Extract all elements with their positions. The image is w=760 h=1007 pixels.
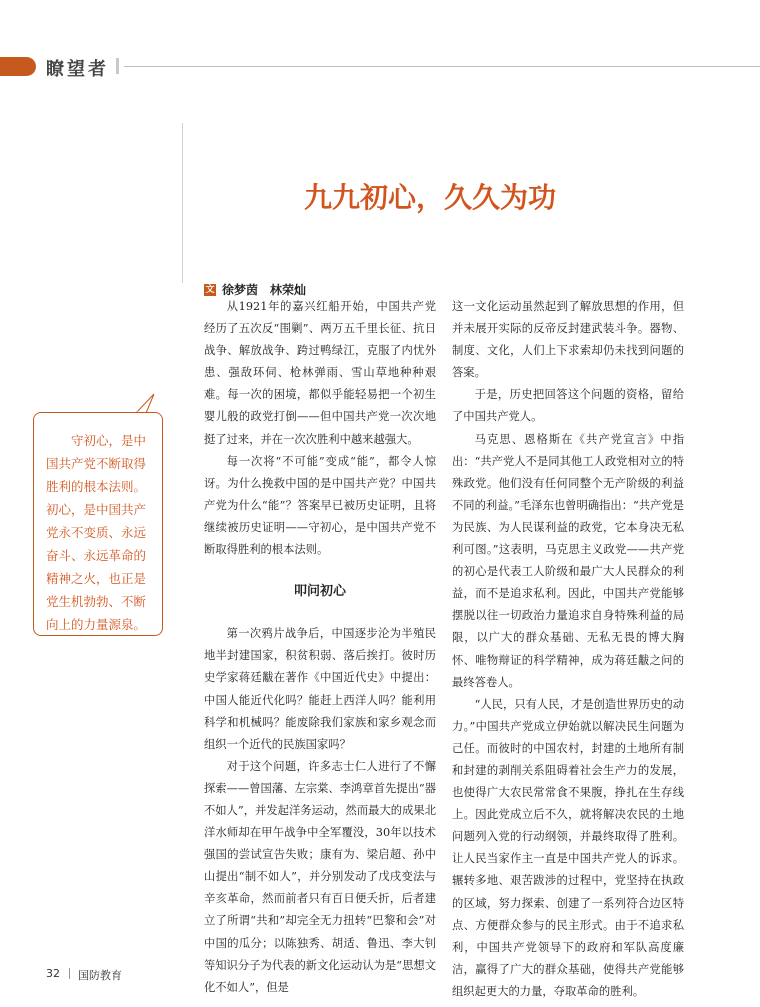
section-title: 瞭望者 [46,59,109,80]
title-vertical-rule [182,123,183,283]
subheading: 叩问初心 [293,584,346,600]
pullquote-tail [134,392,158,414]
footer-divider [69,968,70,979]
publication-name: 国防教育 [78,969,122,982]
paragraph: 于是，历史把回答这个问题的资格，留给了中国共产党人。 [452,388,684,424]
paragraph: 马克思、恩格斯在《共产党宣言》中指出：“共产党人不是同其他工人政党相对立的特殊政党。他们没有任何同整个无产阶级的利益不同的利益。”毛泽东也曾明确指出：“共产党是为民族、为人民谋利益的政党，它本身决无私利可图。”这表明，马克思主义政党——共产党的初心是代表工人阶级和最广大人民群众的利益，而不是追求私利。因此，中国共产党能够摆脱以往一切政治力量追求自身特殊利益的局限，以广大的群众基础、无私无畏的博大胸怀、唯物辩证的科学精神，成为蒋廷黻之问的最终答卷人。 [452,432,684,689]
page-number: 32 [46,967,60,980]
paragraph: “人民，只有人民，才是创造世界历史的动力。”中国共产党成立伊始就以解决民生问题为己任。而彼时的中国农村，封建的土地所有制和封建的剥削关系阻碍着社会生产力的发展，也使得广大农民常常食不果腹，挣扎在生存线上。因此党成立后不久，就将解决农民的土地问题列入党的行动纲领，并最终取得了胜利。让人民当家作主一直是中国共产党人的诉求。辗转多地、艰苦跋涉的过程中，党坚持在执政的区域，努力探索、创建了一系列符合边区特点、方便群众参与的民主形式。由于不追求私利，中国共产党领导下的政府和军队高度廉洁，赢得了广大的群众基础，使得共产党能够组织起更大的力量，夺取革命的胜利。 [452,697,684,998]
pullquote [33,412,163,636]
paragraph: 第一次鸦片战争后，中国逐步沦为半殖民地半封建国家，积贫积弱、落后挨打。彼时历史学家蒋廷黻在著作《中国近代史》中提出：中国人能近代化吗？能赶上西洋人吗？能利用科学和机械吗？能废除我们家族和家乡观念而组织一个近代的民族国家吗？ [204,627,436,751]
paragraph: 每一次将“不可能”变成“能”，都令人惊讶。为什么挽救中国的是中国共产党？中国共产党为什么“能”？答案早已被历史证明，且将继续被历史证明——守初心，是中国共产党不断取得胜利的根本法则。 [204,454,436,557]
pullquote-text: 守初心，是中国共产党不断取得胜利的根本法则。初心，是中国共产党永不变质、永远奋斗、永远革命的精神之火，也正是党生机勃勃、不断向上的力量源泉。 [46,433,147,632]
paragraph: 对于这个问题，许多志士仁人进行了不懈探索——曾国藩、左宗棠、李鸿章首先提出“器不如人”，并发起洋务运动，然而最大的成果北洋水师却在甲午战争中全军覆没，30年以技术强国的尝试宣告失败；康有为、梁启超、孙中山提出“制不如人”，并分别发动了戊戌变法与辛亥革命，然而前者只有百日便夭折，后者建立了所谓“共和”却完全无力扭转“巴黎和会”对中国的瓜分；以陈独秀、胡适、鲁迅、李大钊等知识分子为代表的新文化运动认为是“思想文化不如人”，但是 [204,759,436,994]
authors: 徐梦茵 林荣灿 [222,283,307,297]
article-title: 九九初心，久久为功 [303,181,556,214]
paragraph-continued: 这一文化运动虽然起到了解放思想的作用，但并未展开实际的反帝反封建武装斗争。器物、制度、文化，人们上下求索却仍未找到问题的答案。 [452,300,684,380]
paragraph: 从1921年的嘉兴红船开始，中国共产党经历了五次反“围剿”、两万五千里长征、抗日战争、解放战争、跨过鸭绿江，克服了内忧外患、强敌环伺、枪林弹雨、雪山草地种种艰难。每一次的困境，都似乎能轻易把一个初生婴儿般的政党打倒——但中国共产党一次次地挺了过来，并在一次次胜利中越来越强大。 [204,300,436,446]
header-accent-bar [0,57,36,76]
column-left [204,296,436,999]
header-divider [116,58,119,74]
column-right [452,296,684,1003]
byline-icon: 文 [205,284,215,295]
header-rule [124,66,760,67]
